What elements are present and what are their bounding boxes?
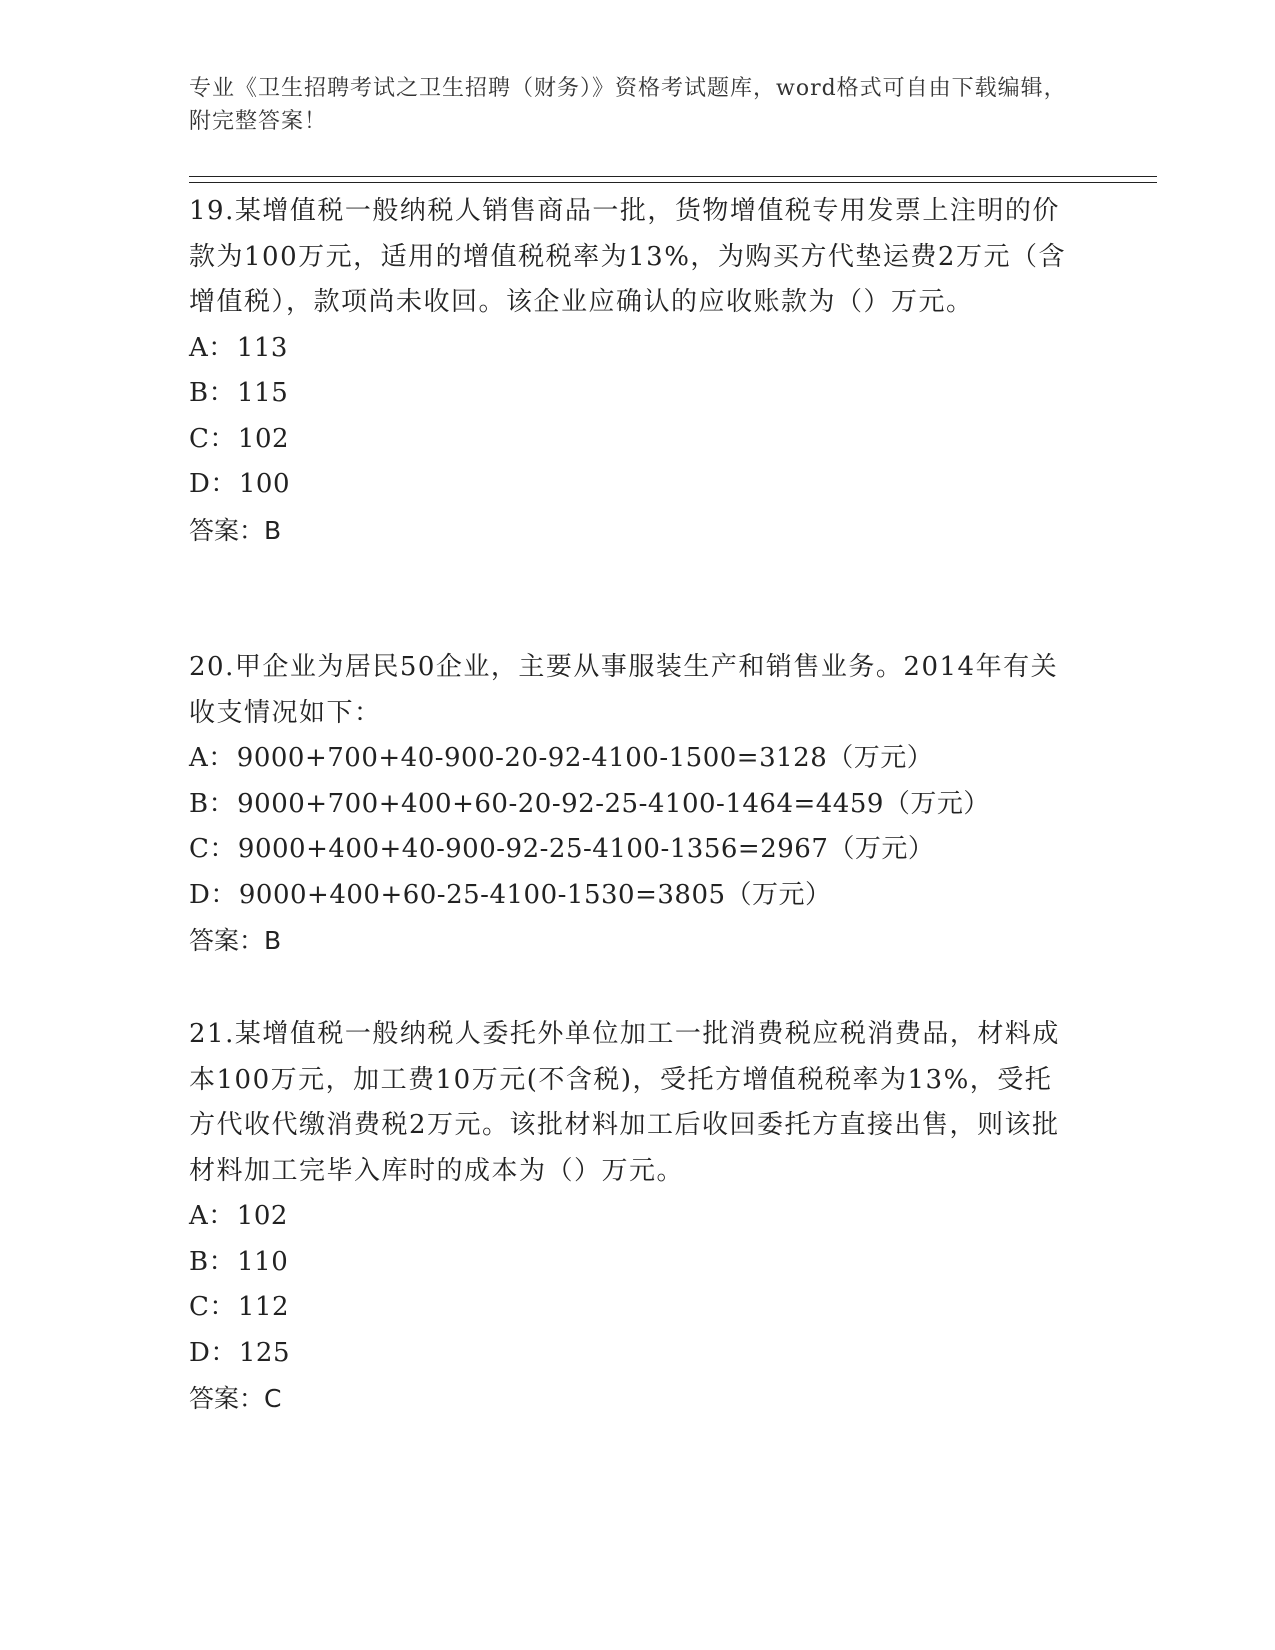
option-value: 113	[236, 332, 288, 363]
question-stem: 20.甲企业为居民50企业，主要从事服装生产和销售业务。2014年有关收支情况如下：	[189, 652, 1059, 728]
option-letter: B：	[189, 788, 236, 819]
option-value: 112	[237, 1292, 290, 1322]
option-b	[189, 782, 1079, 828]
answer-line: 答案：C	[189, 1384, 282, 1413]
option-value: 100	[238, 469, 290, 499]
header-divider-top	[189, 176, 1157, 177]
option-letter: B：	[189, 1246, 236, 1277]
question-stem: 21.某增值税一般纳税人委托外单位加工一批消费税应税消费品，材料成本100万元，加工费10万元(不含税)，受托方增值税税率为13%，受托方代收代缴消费税2万元。该批材料加工后收回委托方直接出售，则该批材料加工完毕入库时的成本为（）万元。	[189, 1019, 1060, 1186]
question-19	[189, 189, 1079, 553]
option-b	[189, 1240, 1079, 1286]
option-value: 102	[237, 423, 290, 454]
option-d	[189, 462, 1079, 508]
option-letter: D：	[189, 469, 237, 499]
option-value: 115	[237, 378, 289, 408]
option-a	[189, 1194, 1079, 1240]
option-c	[189, 827, 1079, 873]
document-header: 专业《卫生招聘考试之卫生招聘（财务）》资格考试题库，word格式可自由下载编辑，附完整答案！	[189, 76, 1067, 134]
option-letter: A：	[189, 1201, 235, 1231]
option-d	[189, 873, 1079, 919]
option-value: 9000+400+40-900-92-25-4100-1356=2967（万元）	[237, 834, 935, 864]
option-value: 9000+700+40-900-20-92-4100-1500=3128（万元）	[236, 743, 934, 773]
option-c	[189, 1285, 1079, 1331]
option-b	[189, 371, 1079, 417]
option-letter: D：	[189, 1337, 237, 1368]
answer-line: 答案：B	[189, 515, 282, 545]
option-value: 9000+400+60-25-4100-1530=3805（万元）	[238, 879, 832, 910]
option-letter: A：	[189, 743, 235, 773]
option-value: 9000+700+400+60-20-92-25-4100-1464=4459（万元）	[237, 788, 990, 819]
option-letter: C：	[189, 423, 236, 454]
question-21	[189, 1012, 1079, 1422]
option-a	[189, 326, 1079, 372]
option-letter: D：	[189, 879, 237, 910]
option-letter: A：	[189, 332, 235, 363]
option-value: 125	[238, 1337, 290, 1368]
option-letter: C：	[189, 834, 236, 864]
option-value: 110	[237, 1246, 289, 1277]
option-letter: B：	[189, 378, 236, 408]
header-divider-bottom	[189, 182, 1157, 183]
option-letter: C：	[189, 1292, 236, 1322]
option-value: 102	[236, 1201, 288, 1231]
option-d	[189, 1331, 1079, 1377]
question-20	[189, 645, 1079, 964]
option-c	[189, 417, 1079, 463]
question-stem: 19.某增值税一般纳税人销售商品一批，货物增值税专用发票上注明的价款为100万元，适用的增值税税率为13%，为购买方代垫运费2万元（含增值税），款项尚未收回。该企业应确认的应收账款为（）万元。	[189, 196, 1066, 317]
answer-line: 答案：B	[189, 926, 282, 955]
option-a	[189, 736, 1079, 782]
